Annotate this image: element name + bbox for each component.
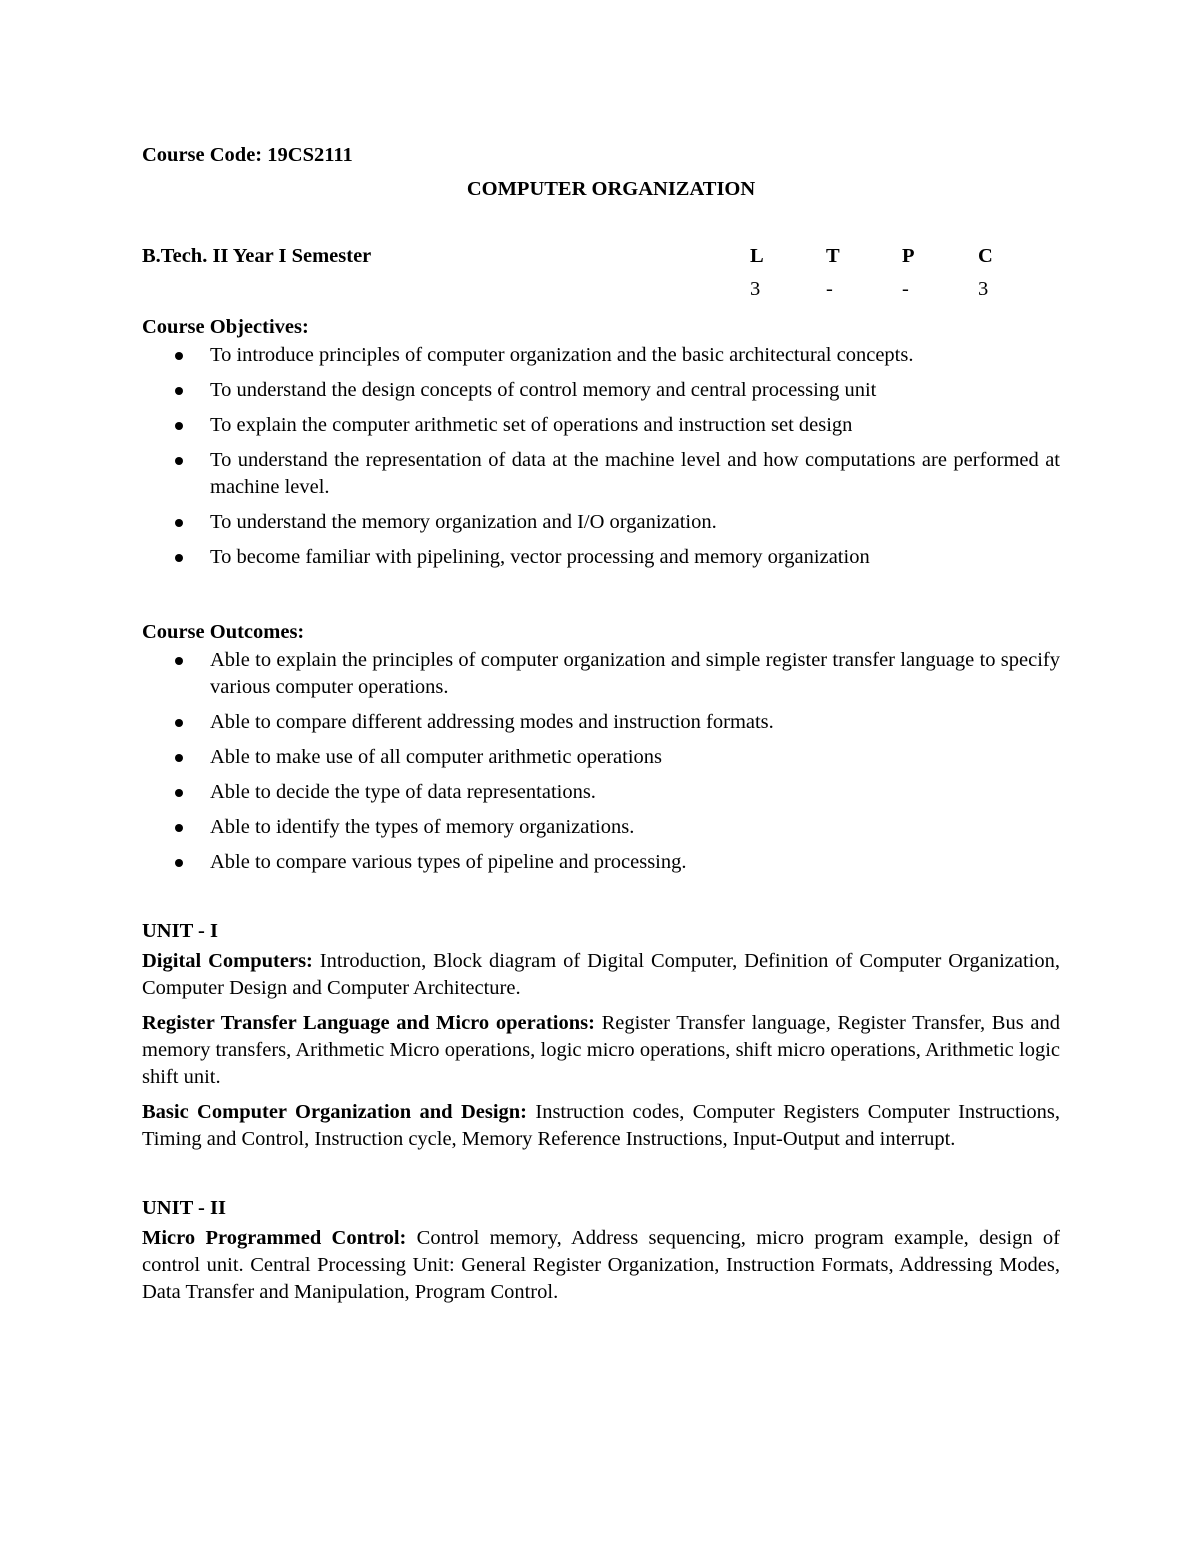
- unit-1-paragraph: [142, 1010, 1060, 1091]
- bullet-icon: [175, 457, 183, 465]
- course-code: Course Code: 19CS2111: [142, 144, 353, 166]
- ltpc-value-p: -: [902, 278, 909, 300]
- ltpc-value-c: 3: [978, 278, 989, 300]
- list-item: Able to compare various types of pipeline and processing.: [142, 849, 1060, 876]
- topic-term: Digital Computers:: [142, 950, 313, 972]
- list-item: Able to decide the type of data representations.: [142, 779, 1060, 806]
- bullet-icon: [175, 387, 183, 395]
- topic-text: Introduction, Block diagram of Digital Computer, Definition of Computer Organization, Computer Design and Computer Architecture.: [142, 950, 1060, 999]
- bullet-icon: [175, 719, 183, 727]
- objectives-heading: Course Objectives:: [142, 316, 309, 338]
- ltpc-value-t: -: [826, 278, 833, 300]
- outcomes-heading: Course Outcomes:: [142, 621, 305, 643]
- semester-ltpc-header: [142, 240, 1060, 273]
- ltpc-label-c: C: [978, 245, 993, 267]
- topic-term: Micro Programmed Control:: [142, 1227, 407, 1249]
- course-title: COMPUTER ORGANIZATION: [466, 178, 756, 200]
- bullet-icon: [175, 859, 183, 867]
- bullet-icon: [175, 519, 183, 527]
- list-item: Able to explain the principles of computer organization and simple register transfer language to specify various computer operations.: [142, 647, 1060, 701]
- list-item: To understand the memory organization and I/O organization.: [142, 509, 1060, 536]
- list-item: Able to make use of all computer arithmetic operations: [142, 744, 1060, 771]
- ltpc-values-row: [142, 273, 1060, 306]
- list-item: Able to identify the types of memory organizations.: [142, 814, 1060, 841]
- unit-1-paragraph: [142, 948, 1060, 1002]
- unit-2-heading: UNIT - II: [142, 1197, 226, 1219]
- list-item: To explain the computer arithmetic set of operations and instruction set design: [142, 412, 1060, 439]
- topic-text: Control memory, Address sequencing, micro program example, design of control unit. Central Processing Unit: General Register Organization, Instruction Formats, Addressing Modes, Data Transfer and Manipulation, Program Control.: [142, 1227, 1060, 1303]
- list-item: To understand the representation of data at the machine level and how computations are performed at machine level.: [142, 447, 1060, 501]
- bullet-icon: [175, 789, 183, 797]
- ltpc-label-t: T: [826, 245, 840, 267]
- syllabus-page: [142, 140, 1060, 1314]
- objectives-list: [142, 342, 1060, 571]
- semester-label: B.Tech. II Year I Semester: [142, 245, 372, 267]
- bullet-icon: [175, 657, 183, 665]
- ltpc-label-p: P: [902, 245, 915, 267]
- list-item: To understand the design concepts of control memory and central processing unit: [142, 377, 1060, 404]
- ltpc-label-l: L: [750, 245, 764, 267]
- list-item: Able to compare different addressing modes and instruction formats.: [142, 709, 1060, 736]
- topic-text: Instruction codes, Computer Registers Computer Instructions, Timing and Control, Instruction cycle, Memory Reference Instructions, Input-Output and interrupt.: [142, 1101, 1061, 1150]
- topic-term: Basic Computer Organization and Design:: [142, 1101, 528, 1123]
- topic-text: Register Transfer language, Register Transfer, Bus and memory transfers, Arithmetic Micro operations, logic micro operations, shift micro operations, Arithmetic logic shift unit.: [142, 1012, 1060, 1088]
- list-item: To introduce principles of computer organization and the basic architectural concepts.: [142, 342, 1060, 369]
- unit-1-heading: UNIT - I: [142, 920, 218, 942]
- bullet-icon: [175, 352, 183, 360]
- bullet-icon: [175, 422, 183, 430]
- ltpc-value-l: 3: [750, 278, 761, 300]
- outcomes-list: [142, 647, 1060, 876]
- unit-2-paragraph: [142, 1225, 1060, 1306]
- bullet-icon: [175, 754, 183, 762]
- list-item: To become familiar with pipelining, vector processing and memory organization: [142, 544, 1060, 571]
- bullet-icon: [175, 824, 183, 832]
- topic-term: Register Transfer Language and Micro operations:: [142, 1012, 595, 1034]
- bullet-icon: [175, 554, 183, 562]
- unit-1-paragraph: [142, 1099, 1060, 1153]
